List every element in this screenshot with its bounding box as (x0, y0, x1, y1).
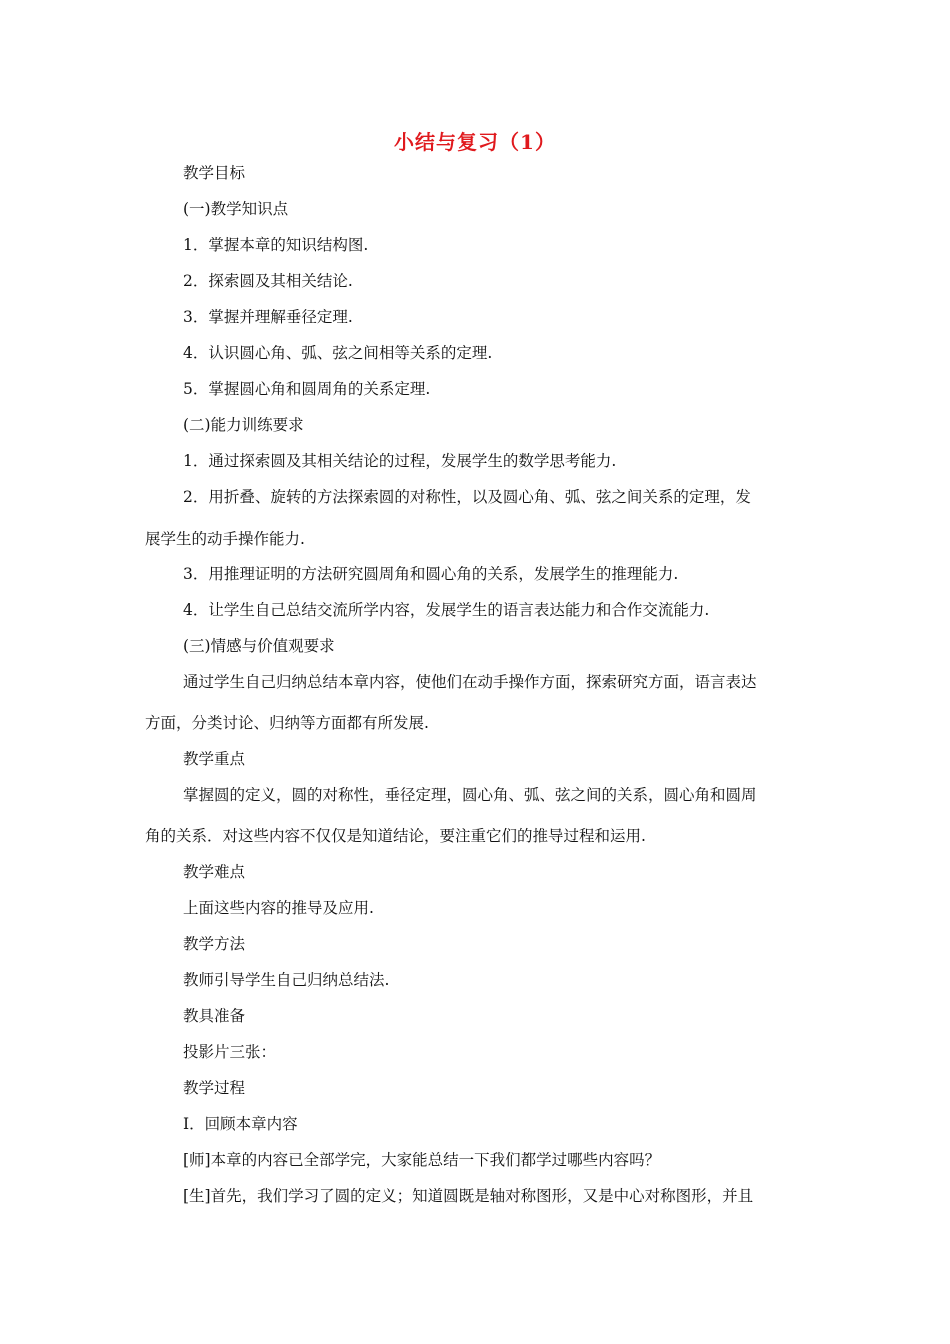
subsection-heading: (二)能力训练要求 (183, 416, 304, 434)
list-item: 1．掌握本章的知识结构图. (183, 236, 369, 254)
paragraph-continuation: 展学生的动手操作能力. (145, 530, 305, 548)
list-item: 5．掌握圆心角和圆周角的关系定理. (183, 380, 431, 398)
list-item: 3．掌握并理解垂径定理. (183, 308, 353, 326)
list-item: 4．让学生自己总结交流所学内容，发展学生的语言表达能力和合作交流能力. (183, 601, 710, 619)
paragraph: 教师引导学生自己归纳总结法. (183, 971, 390, 989)
list-item: 3．用推理证明的方法研究圆周角和圆心角的关系，发展学生的推理能力. (183, 565, 679, 583)
document-title: 小结与复习（1） (394, 130, 556, 154)
section-heading: 教学目标 (183, 164, 246, 182)
list-item: 1．通过探索圆及其相关结论的过程，发展学生的数学思考能力. (183, 452, 617, 470)
list-item: 2．探索圆及其相关结论. (183, 272, 353, 290)
list-item: 4．认识圆心角、弧、弦之间相等关系的定理. (183, 344, 493, 362)
section-heading: 教学难点 (183, 863, 246, 881)
subsection-heading: Ⅰ．回顾本章内容 (183, 1115, 298, 1133)
paragraph-continuation: 方面，分类讨论、归纳等方面都有所发展. (145, 714, 429, 732)
list-item: 2．用折叠、旋转的方法探索圆的对称性，以及圆心角、弧、弦之间关系的定理，发 (183, 488, 751, 506)
section-heading: 教学重点 (183, 750, 246, 768)
section-heading: 教学过程 (183, 1079, 246, 1097)
subsection-heading: (三)情感与价值观要求 (183, 637, 335, 655)
paragraph: 通过学生自己归纳总结本章内容，使他们在动手操作方面，探索研究方面，语言表达 (183, 673, 757, 691)
section-heading: 教具准备 (183, 1007, 246, 1025)
dialogue-line: [生]首先，我们学习了圆的定义；知道圆既是轴对称图形，又是中心对称图形，并且 (183, 1187, 754, 1205)
paragraph-continuation: 角的关系．对这些内容不仅仅是知道结论，要注重它们的推导过程和运用. (145, 827, 646, 845)
paragraph: 掌握圆的定义，圆的对称性，垂径定理，圆心角、弧、弦之间的关系，圆心角和圆周 (183, 786, 757, 804)
paragraph: 上面这些内容的推导及应用. (183, 899, 374, 917)
paragraph: 投影片三张： (183, 1043, 277, 1061)
section-heading: 教学方法 (183, 935, 246, 953)
subsection-heading: (一)教学知识点 (183, 200, 289, 218)
dialogue-line: [师]本章的内容已全部学完，大家能总结一下我们都学过哪些内容吗？ (183, 1151, 661, 1169)
